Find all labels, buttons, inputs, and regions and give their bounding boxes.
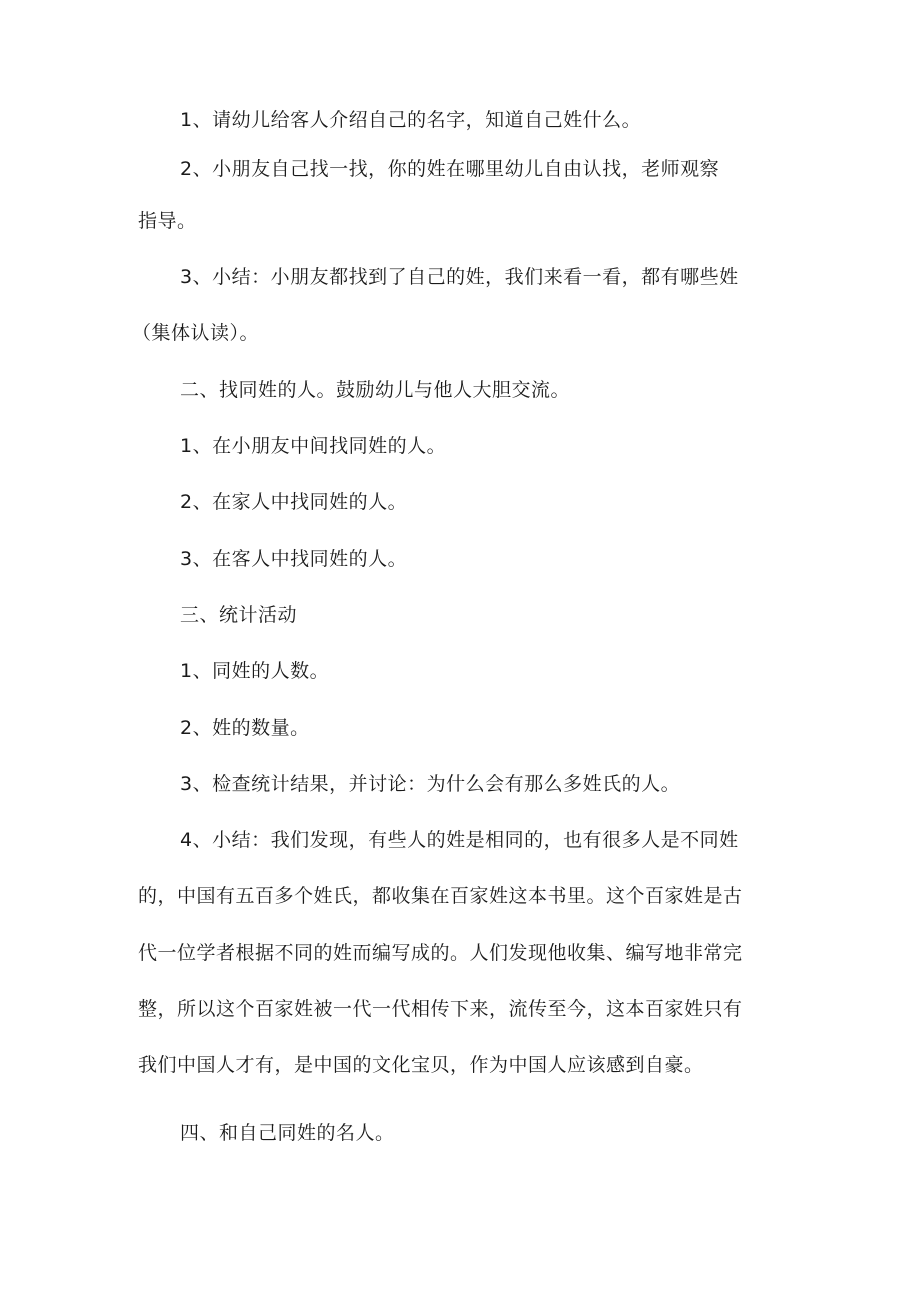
section-heading: 二、找同姓的人。鼓励幼儿与他人大胆交流。 <box>180 379 571 401</box>
paragraph-line: （集体认读）。 <box>132 322 260 344</box>
paragraph-line: 3、在客人中找同姓的人。 <box>180 548 408 570</box>
paragraph-line: 3、检查统计结果，并讨论：为什么会有那么多姓氏的人。 <box>180 773 681 795</box>
section-heading: 三、统计活动 <box>180 604 298 626</box>
paragraph-line: 我们中国人才有，是中国的文化宝贝，作为中国人应该感到自豪。 <box>138 1054 704 1076</box>
paragraph-line: 指导。 <box>138 210 197 232</box>
paragraph-line: 代一位学者根据不同的姓而编写成的。人们发现他收集、编写地非常完 <box>138 942 743 964</box>
paragraph-line: 4、小结：我们发现，有些人的姓是相同的，也有很多人是不同姓 <box>180 829 739 851</box>
section-heading: 四、和自己同姓的名人。 <box>180 1122 395 1144</box>
paragraph-line: 2、在家人中找同姓的人。 <box>180 491 408 513</box>
paragraph-line: 3、小结：小朋友都找到了自己的姓，我们来看一看，都有哪些姓 <box>180 266 739 288</box>
paragraph-line: 整，所以这个百家姓被一代一代相传下来，流传至今，这本百家姓只有 <box>138 998 743 1020</box>
paragraph-line: 2、姓的数量。 <box>180 717 310 739</box>
paragraph-line: 的，中国有五百多个姓氏，都收集在百家姓这本书里。这个百家姓是古 <box>138 885 743 907</box>
paragraph-line: 2、小朋友自己找一找，你的姓在哪里幼儿自由认找，老师观察 <box>180 158 720 180</box>
paragraph-line: 1、同姓的人数。 <box>180 660 330 682</box>
paragraph-line: 1、在小朋友中间找同姓的人。 <box>180 435 447 457</box>
paragraph-line: 1、请幼儿给客人介绍自己的名字，知道自己姓什么。 <box>180 109 642 131</box>
